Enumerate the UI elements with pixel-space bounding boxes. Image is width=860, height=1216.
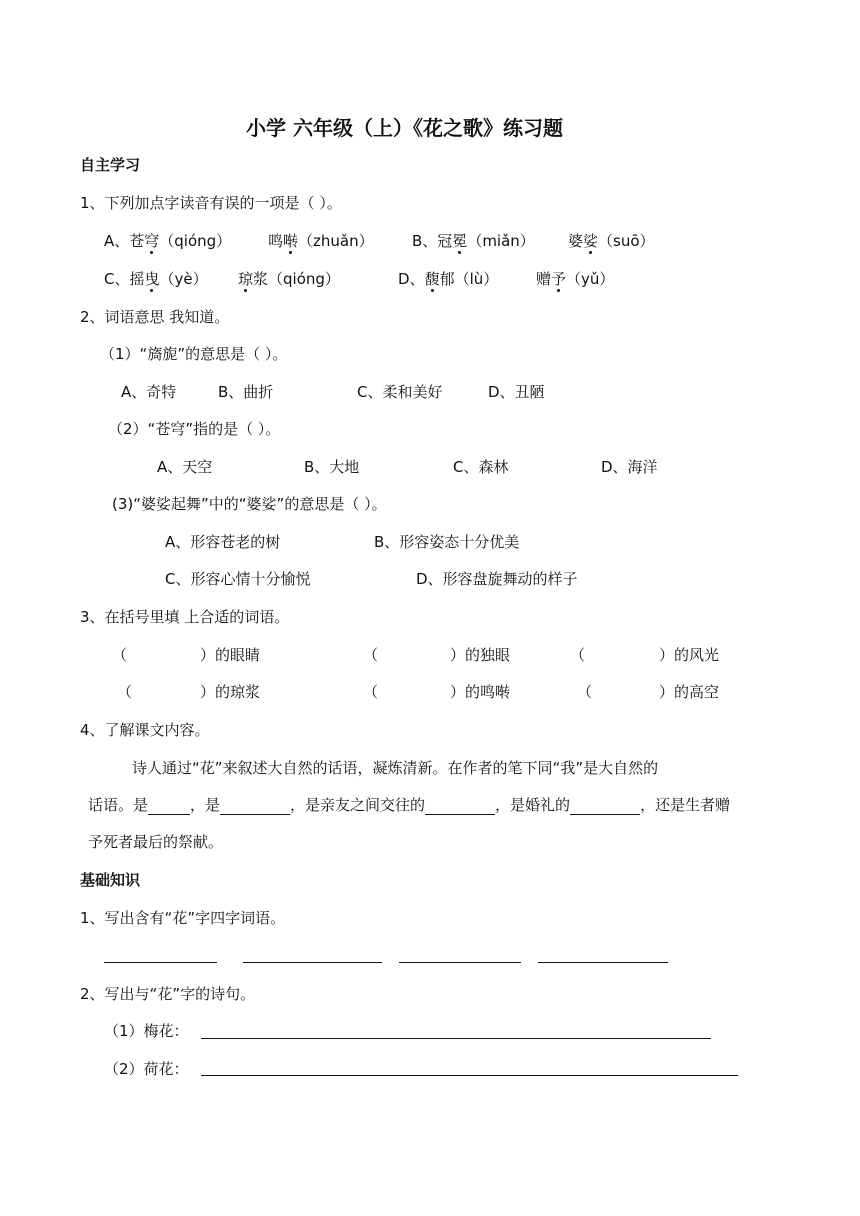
q1-a2-pinyin: （zhuǎn） (298, 232, 374, 250)
q1-a-dotted-char: 穹 (144, 232, 160, 250)
q4-blank-3[interactable] (425, 798, 495, 815)
plum-blossom-label: （1）梅花： (104, 1022, 189, 1040)
answer-line-idiom-2[interactable] (243, 962, 382, 963)
q1-d-dotted-char: 馥 (424, 270, 440, 288)
basic-question-2-stem: 2、写出与“花”字的诗句。 (80, 985, 256, 1003)
q1-d-label: D、 (398, 270, 425, 288)
q2-sub1-option-a: A、奇特 (121, 383, 177, 401)
q3-r2-open-2: （ (363, 683, 379, 701)
basic-question-1-stem: 1、写出含有“花”字四字词语。 (80, 909, 286, 927)
q1-c2-post: 浆（qióng） (253, 270, 340, 288)
q1-option-d (398, 269, 498, 289)
q4-paragraph-line-3: 予死者最后的祭献。 (88, 833, 224, 851)
q1-option-a2 (268, 231, 374, 251)
q1-c-label: C、摇 (104, 270, 145, 288)
q1-c-dotted-char: 曳 (144, 270, 160, 288)
q1-option-b2 (568, 231, 655, 251)
q4-text-a: 话语。是 (88, 796, 149, 814)
q2-sub2-stem: （2）“苍穹”指的是（ ）。 (108, 420, 281, 438)
q3-r1-open-3: （ (570, 646, 586, 664)
section-heading-self-study: 自主学习 (80, 156, 141, 174)
q2-sub1-option-b: B、曲折 (218, 383, 274, 401)
q4-paragraph-line-2 (88, 795, 730, 815)
answer-line-idiom-1[interactable] (104, 962, 217, 963)
q3-r1-open-2: （ (363, 646, 379, 664)
q3-r2-fill-1: ）的琼浆 (200, 683, 261, 701)
q1-b2-dotted-char: 娑 (583, 232, 599, 250)
answer-line-idiom-4[interactable] (538, 962, 668, 963)
section-heading-basic-knowledge: 基础知识 (80, 871, 141, 889)
q3-r1-fill-3: ）的风光 (659, 646, 720, 664)
q4-paragraph-line-1: 诗人通过“花”来叙述大自然的话语，凝炼清新。在作者的笔下同“我”是大自然的 (132, 759, 659, 777)
q1-b-dotted-char: 冕 (452, 232, 468, 250)
q1-d2-pinyin: （yǔ） (566, 270, 615, 288)
q1-c-pinyin: （yè） (159, 270, 208, 288)
q2-sub3-stem: (3)“婆娑起舞”中的“婆娑”的意思是（ ）。 (112, 495, 387, 513)
q1-b-pinyin: （miǎn） (467, 232, 535, 250)
answer-line-plum[interactable] (201, 1038, 711, 1039)
q1-d-post: 郁（lù） (439, 270, 499, 288)
q3-r1-fill-1: ）的眼睛 (200, 646, 261, 664)
q4-text-c: ，是亲友之间交往的 (290, 796, 426, 814)
question-2-stem: 2、词语意思 我知道。 (80, 308, 230, 326)
q2-sub2-option-b: B、大地 (304, 458, 360, 476)
q2-sub2-option-d: D、海洋 (601, 458, 658, 476)
q1-b-label: B、冠 (412, 232, 453, 250)
q1-b2-pinyin: （suō） (598, 232, 655, 250)
question-3-stem: 3、在括号里填 上合适的词语。 (80, 608, 290, 626)
q3-r2-fill-3: ）的高空 (659, 683, 720, 701)
q4-blank-1[interactable] (148, 798, 190, 815)
lotus-label: （2）荷花： (104, 1060, 189, 1078)
q4-blank-2[interactable] (220, 798, 290, 815)
q1-a-label: A、苍 (104, 232, 145, 250)
q2-sub2-option-a: A、天空 (157, 458, 213, 476)
question-4-stem: 4、了解课文内容。 (80, 721, 210, 739)
q1-d2-dotted-char: 予 (551, 270, 567, 288)
q4-text-b: ，是 (190, 796, 221, 814)
q3-r2-open-1: （ (117, 683, 133, 701)
q3-r1-fill-2: ）的独眼 (450, 646, 511, 664)
q2-sub3-option-c: C、形容心情十分愉悦 (165, 570, 311, 588)
q1-a2-pre: 鸣 (268, 232, 284, 250)
q1-option-b (412, 231, 535, 251)
answer-line-lotus[interactable] (201, 1075, 738, 1076)
q4-text-d: ，是婚礼的 (495, 796, 571, 814)
q2-sub3-option-a: A、形容苍老的树 (165, 533, 281, 551)
q2-sub3-option-b: B、形容姿态十分优美 (374, 533, 520, 551)
q2-sub3-option-d: D、形容盘旋舞动的样子 (416, 570, 578, 588)
answer-line-idiom-3[interactable] (399, 962, 521, 963)
q3-r2-fill-2: ）的鸣啭 (450, 683, 511, 701)
q3-r1-open-1: （ (112, 646, 128, 664)
q1-option-c2 (238, 269, 340, 289)
q2-sub1-stem: （1）“旖旎”的意思是（ ）。 (100, 345, 288, 363)
question-1-stem: 1、下列加点字读音有误的一项是（ ）。 (80, 194, 342, 212)
q1-a-pinyin: （qióng） (159, 232, 232, 250)
q1-option-c (104, 269, 208, 289)
q2-sub1-option-c: C、柔和美好 (357, 383, 443, 401)
q4-blank-4[interactable] (570, 798, 640, 815)
q2-sub2-option-c: C、森林 (453, 458, 509, 476)
q2-sub1-option-d: D、丑陋 (488, 383, 545, 401)
q4-text-e: ，还是生者赠 (640, 796, 731, 814)
q1-b2-pre: 婆 (568, 232, 584, 250)
q1-d2-pre: 赠 (536, 270, 552, 288)
q3-r2-open-3: （ (577, 683, 593, 701)
page-title: 小学 六年级（上）《花之歌》练习题 (246, 116, 563, 140)
q1-c2-dotted-char: 琼 (238, 270, 254, 288)
q1-option-d2 (536, 269, 614, 289)
q1-option-a (104, 231, 231, 251)
q1-a2-dotted-char: 啭 (283, 232, 299, 250)
